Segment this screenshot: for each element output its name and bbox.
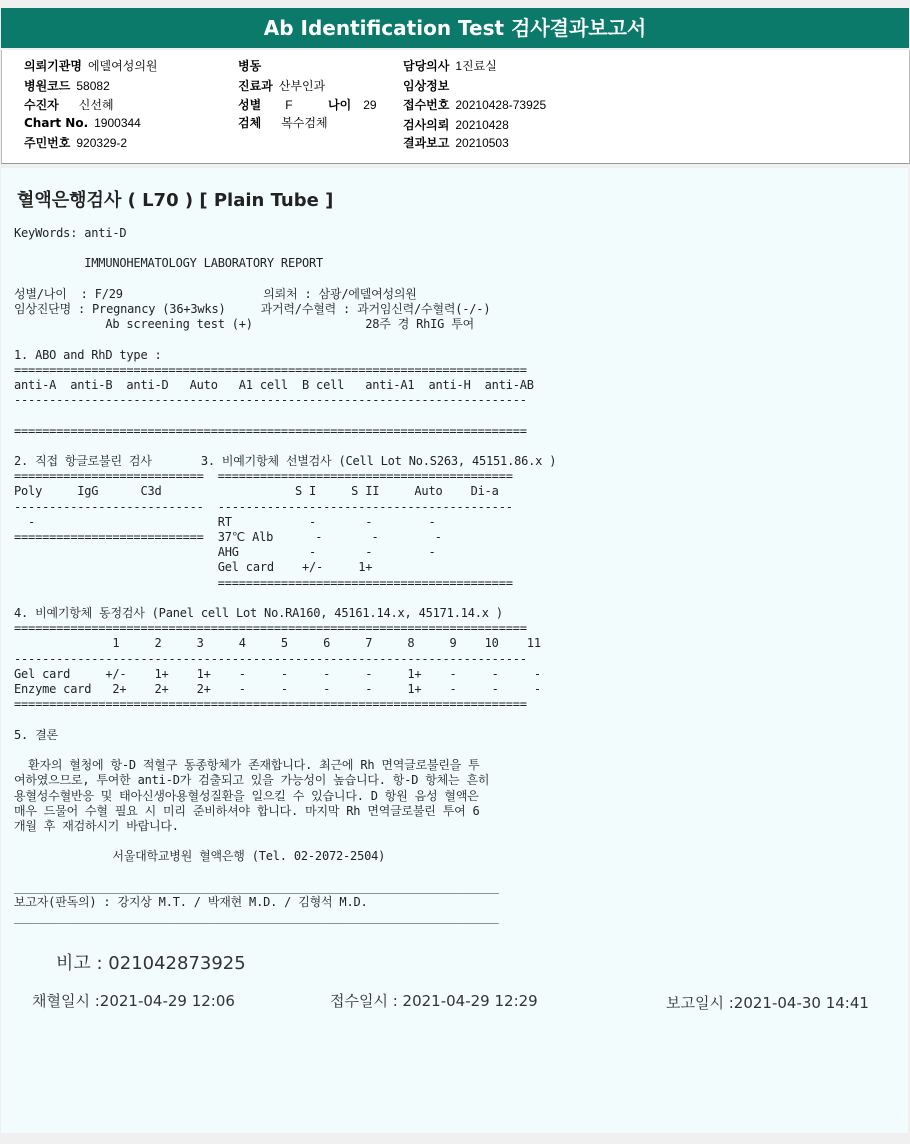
info-department: 진료과 산부인과: [238, 79, 326, 93]
info-report-date: 결과보고 20210503: [403, 136, 509, 150]
info-hospital: 의뢰기관명 에델여성의원: [24, 59, 158, 73]
info-resident-no: 주민번호 920329-2: [24, 136, 128, 150]
lab-report-text: KeyWords: anti-D IMMUNOHEMATOLOGY LABORATORY REPORT 성별/나이 : F/29 의뢰처 : 삼광/에델여성의원 임상진단명 : Pregnancy (36+3wks) 과거력/수혈력 : 과거임신력/수혈력(-/-) Ab screening test (+) 28주 경 RhIG 투여 1. ABO and RhD type : ========================================================================= anti-A anti-B anti-D Auto A1 cell B cell anti-A1 anti-H anti-AB ------------------------------------------------------------------------- ========================================================================= 2. 직접 항글로불린 검사 3. 비예기항체 선별검사 (Cell Lot No.S263, 45151.86.x ) =========================== ========================================== Poly IgG C3d S I S II Auto Di-a --------------------------- ------------------------------------------ - RT - - - =========================== 37℃ Alb - - - AHG - - - Gel card +/- 1+ ========================================== 4. 비예기항체 동정검사 (Panel cell Lot No.RA160, 45161.14.x, 45171.14.x ) ========================================================================= 1 2 3 4 5 6 7 8 9 10 11 ------------------------------------------------------------------------- Gel card +/- 1+ 1+ - - - - 1+ - - - Enzyme card 2+ 2+ 2+ - - - - 1+ - - - ========================================================================= 5. 결론 환자의 혈청에 항-D 적혈구 동종항체가 존재합니다. 최근에 Rh 면역글로불린을 투 여하였으므로, 투여한 anti-D가 검출되고 있을 가능성이 높습니다. 항-D 항체는 흔히 용혈성수혈반응 및 태아신생아용혈성질환을 일으킬 수 있습니다. D 항원 음성 혈액은 매우 드물어 수혈 필요 시 미리 준비하셔야 합니다. 마지막 Rh 면역글로불린 투여 6 개월 후 재검하시기 바랍니다. 서울대학교병원 혈액은행 (Tel. 02-2072-2504) _____________________________________________________________________ 보고자(판독의) : 강지상 M.T. / 박재현 M.D. / 김형석 M.D. _____________________________________________________________________: [14, 226, 557, 925]
info-clinical: 임상정보: [403, 79, 450, 93]
info-specimen: 검체 복수검체: [238, 116, 328, 130]
patient-info-header: [1, 50, 910, 164]
info-ward: 병동: [238, 59, 262, 73]
info-chart-no: Chart No. 1900344: [24, 116, 141, 130]
info-patient: 수진자 신선혜: [24, 98, 114, 112]
info-request-date: 검사의뢰 20210428: [403, 118, 509, 132]
received-time: 접수일시 : 2021-04-29 12:29: [330, 992, 538, 1010]
info-hospital-code: 병원코드 58082: [24, 79, 110, 93]
collected-time: 채혈일시 :2021-04-29 12:06: [32, 992, 235, 1010]
info-doctor: 담당의사 1진료실: [403, 59, 497, 73]
reported-time: 보고일시 :2021-04-30 14:41: [666, 994, 869, 1012]
report-title-bar: Ab Identification Test 검사결과보고서: [1, 8, 909, 48]
info-age: 나이 29: [328, 98, 377, 112]
info-receipt-no: 접수번호 20210428-73925: [403, 98, 547, 112]
report-section-title: 혈액은행검사 ( L70 ) [ Plain Tube ]: [17, 190, 334, 211]
info-sex: 성별 F: [238, 98, 293, 112]
remark-line: 비고 : 021042873925: [56, 953, 246, 974]
